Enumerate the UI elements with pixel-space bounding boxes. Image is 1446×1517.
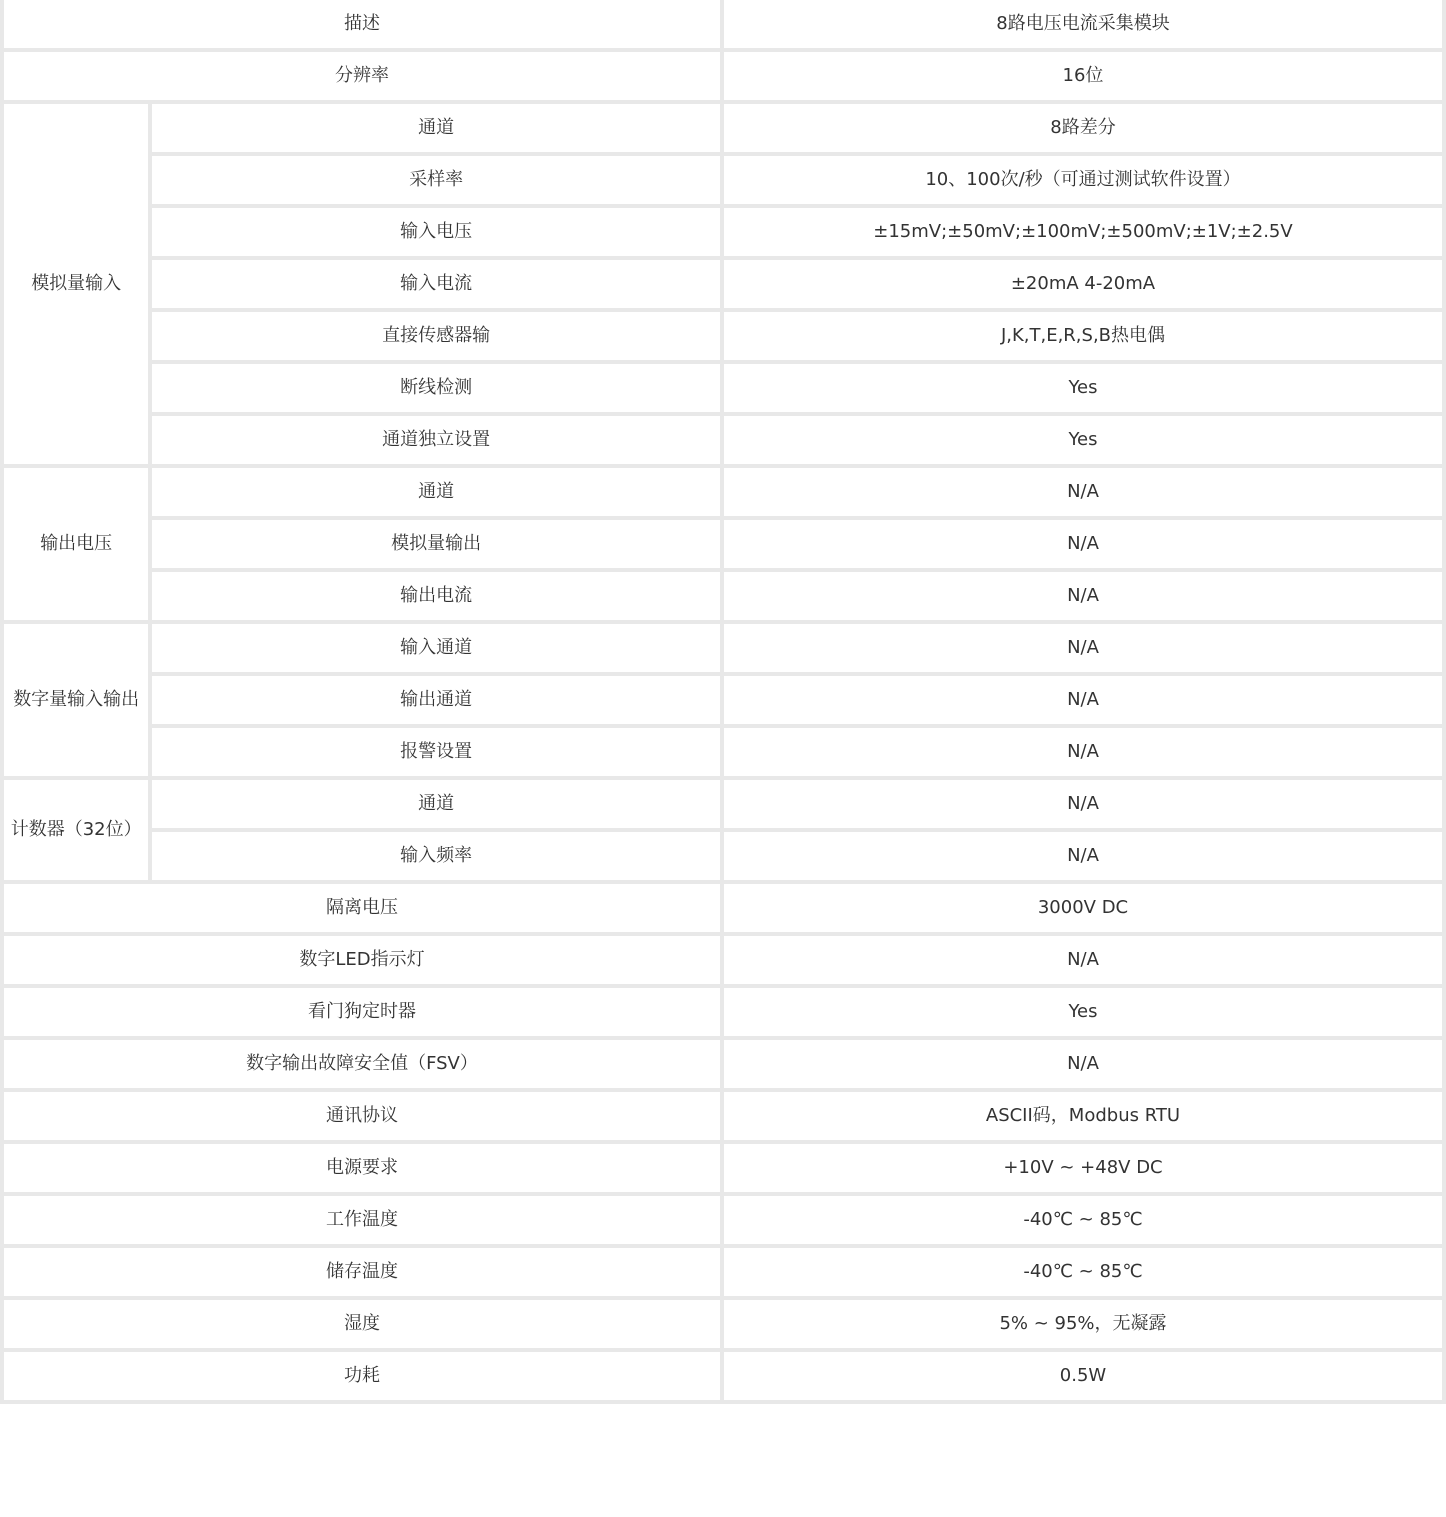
row-value: 5% ~ 95%，无凝露 xyxy=(724,1300,1442,1348)
row-value: N/A xyxy=(724,572,1442,620)
table-row xyxy=(4,1352,1442,1400)
row-value: -40℃ ~ 85℃ xyxy=(724,1196,1442,1244)
row-value: N/A xyxy=(724,936,1442,984)
row-label: 隔离电压 xyxy=(4,884,720,932)
table-row xyxy=(4,936,1442,984)
row-label: 分辨率 xyxy=(4,52,720,100)
table-row xyxy=(4,884,1442,932)
table-row xyxy=(4,260,1442,308)
row-label: 输入频率 xyxy=(152,832,720,880)
table-row xyxy=(4,780,1442,828)
row-value: Yes xyxy=(724,364,1442,412)
row-label: 功耗 xyxy=(4,1352,720,1400)
row-label: 数字输出故障安全值（FSV） xyxy=(4,1040,720,1088)
row-value: 8路差分 xyxy=(724,104,1442,152)
group-title-digital-io: 数字量输入输出 xyxy=(4,624,148,776)
table-row xyxy=(4,1040,1442,1088)
row-value: N/A xyxy=(724,832,1442,880)
row-label: 输出电流 xyxy=(152,572,720,620)
table-row xyxy=(4,416,1442,464)
row-label: 输出通道 xyxy=(152,676,720,724)
table-row xyxy=(4,208,1442,256)
row-value: 0.5W xyxy=(724,1352,1442,1400)
row-value: ±15mV;±50mV;±100mV;±500mV;±1V;±2.5V xyxy=(724,208,1442,256)
row-label: 通道独立设置 xyxy=(152,416,720,464)
table-row xyxy=(4,572,1442,620)
row-label: 直接传感器输 xyxy=(152,312,720,360)
row-value: 16位 xyxy=(724,52,1442,100)
table-row xyxy=(4,0,1442,48)
row-value: -40℃ ~ 85℃ xyxy=(724,1248,1442,1296)
row-value: N/A xyxy=(724,468,1442,516)
row-label: 数字LED指示灯 xyxy=(4,936,720,984)
row-label: 通讯协议 xyxy=(4,1092,720,1140)
row-label: 储存温度 xyxy=(4,1248,720,1296)
table-row xyxy=(4,156,1442,204)
row-value: N/A xyxy=(724,780,1442,828)
table-row xyxy=(4,728,1442,776)
row-value: J,K,T,E,R,S,B热电偶 xyxy=(724,312,1442,360)
table-row xyxy=(4,364,1442,412)
row-label: 输入电压 xyxy=(152,208,720,256)
row-value: ASCII码，Modbus RTU xyxy=(724,1092,1442,1140)
row-value: 10、100次/秒（可通过测试软件设置） xyxy=(724,156,1442,204)
row-value: N/A xyxy=(724,728,1442,776)
row-label: 断线检测 xyxy=(152,364,720,412)
table-row xyxy=(4,1196,1442,1244)
row-label: 通道 xyxy=(152,780,720,828)
group-title-output-voltage: 输出电压 xyxy=(4,468,148,620)
row-value: +10V ~ +48V DC xyxy=(724,1144,1442,1192)
row-value: 8路电压电流采集模块 xyxy=(724,0,1442,48)
row-label: 报警设置 xyxy=(152,728,720,776)
table-row xyxy=(4,1144,1442,1192)
table-row xyxy=(4,1248,1442,1296)
table-row xyxy=(4,624,1442,672)
table-row xyxy=(4,1092,1442,1140)
row-value: ±20mA 4-20mA xyxy=(724,260,1442,308)
row-label: 描述 xyxy=(4,0,720,48)
group-title-analog-input: 模拟量输入 xyxy=(4,104,148,464)
table-row xyxy=(4,520,1442,568)
table-row xyxy=(4,1300,1442,1348)
row-label: 通道 xyxy=(152,104,720,152)
row-label: 模拟量输出 xyxy=(152,520,720,568)
row-value: 3000V DC xyxy=(724,884,1442,932)
row-value: N/A xyxy=(724,1040,1442,1088)
row-value: Yes xyxy=(724,416,1442,464)
row-label: 输入电流 xyxy=(152,260,720,308)
row-label: 采样率 xyxy=(152,156,720,204)
row-value: N/A xyxy=(724,520,1442,568)
row-value: N/A xyxy=(724,624,1442,672)
row-label: 看门狗定时器 xyxy=(4,988,720,1036)
table-row xyxy=(4,52,1442,100)
table-row xyxy=(4,832,1442,880)
row-label: 工作温度 xyxy=(4,1196,720,1244)
table-row xyxy=(4,312,1442,360)
row-label: 湿度 xyxy=(4,1300,720,1348)
table-row xyxy=(4,988,1442,1036)
row-label: 电源要求 xyxy=(4,1144,720,1192)
table-row xyxy=(4,104,1442,152)
table-row xyxy=(4,468,1442,516)
row-value: Yes xyxy=(724,988,1442,1036)
group-title-counter: 计数器（32位） xyxy=(4,780,148,880)
row-label: 输入通道 xyxy=(152,624,720,672)
row-label: 通道 xyxy=(152,468,720,516)
table-row xyxy=(4,676,1442,724)
row-value: N/A xyxy=(724,676,1442,724)
